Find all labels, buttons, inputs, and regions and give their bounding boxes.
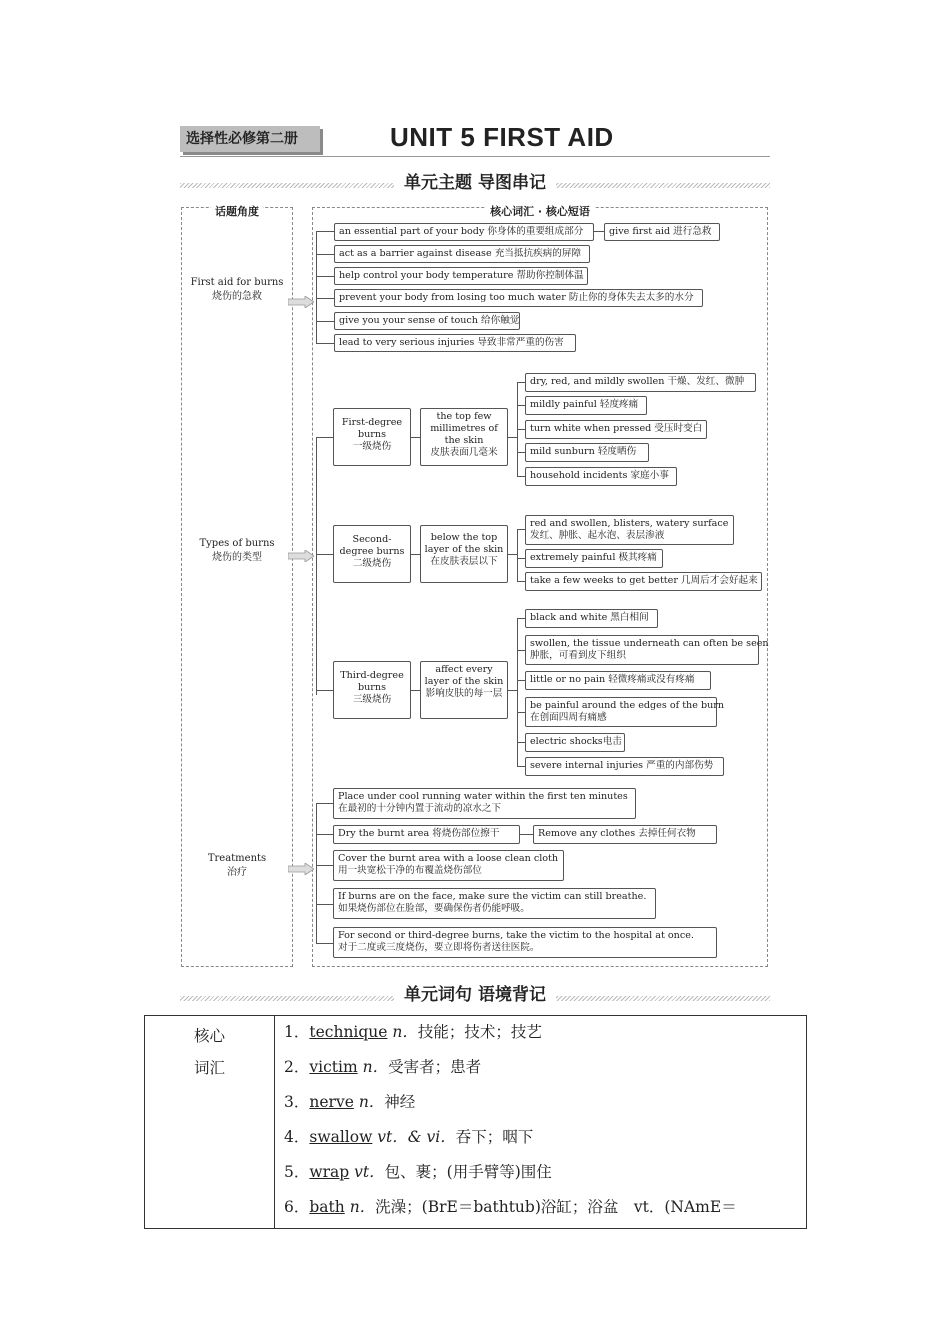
unit-title: UNIT 5 FIRST AID (390, 122, 614, 152)
right-arrow-icon (288, 550, 314, 562)
connector (316, 321, 334, 322)
connector (508, 690, 517, 691)
symptom-box: mildly painful 轻度疼痛 (525, 396, 647, 415)
depth-en: affect every layer of the skin (424, 664, 504, 687)
degree-box-third (333, 661, 411, 719)
treatment-en: If burns are on the face, make sure the victim can still breathe. (338, 891, 647, 902)
phrase-box: lead to very serious injuries 导致非常严重的伤害 (334, 334, 576, 352)
connector (316, 298, 334, 299)
connector (316, 437, 333, 438)
connector (316, 834, 333, 835)
connector (517, 452, 525, 453)
topic-en: First aid for burns (190, 277, 284, 288)
connector (517, 680, 525, 681)
symptom-box: severe internal injuries 严重的内部伤势 (525, 757, 724, 776)
treatment-box (333, 850, 564, 881)
topic-en: Types of burns (199, 538, 275, 549)
depth-box-first (420, 408, 508, 466)
depth-box-third (420, 661, 508, 719)
treatment-zh: 对于二度或三度烧伤，要立即将伤者送往医院。 (338, 942, 540, 953)
left-column-label: 话题角度 (211, 205, 263, 218)
treatment-zh: 用一块宽松干净的布覆盖烧伤部位 (338, 865, 482, 876)
connector (517, 529, 518, 582)
connector (517, 529, 525, 530)
connector (517, 618, 518, 766)
connector (316, 231, 317, 344)
vocab-item: 1．technique n．技能；技术；技艺 (284, 1023, 542, 1041)
degree-box-second (333, 525, 411, 583)
connector (316, 943, 333, 944)
connector (520, 834, 533, 835)
connector (316, 254, 334, 255)
symptom-box (525, 635, 769, 665)
section-heading-wrap (340, 168, 610, 193)
connector (517, 581, 525, 582)
treatment-box: Remove any clothes 去掉任何衣物 (533, 825, 717, 844)
symptom-box: little or no pain 轻微疼痛或没有疼痛 (525, 671, 711, 690)
vocab-list (275, 1016, 807, 1229)
connector (517, 429, 525, 430)
topic-types (185, 537, 289, 565)
symptom-box: turn white when pressed 受压时变白 (525, 420, 707, 439)
depth-zh: 影响皮肤的每一层 (425, 688, 503, 699)
topic-en: Treatments (207, 853, 267, 864)
right-column-label: 核心词汇 · 核心短语 (486, 205, 594, 218)
treatment-en: For second or third-degree burns, take the victim to the hospital at once. (338, 930, 694, 941)
depth-zh: 在皮肤表层以下 (430, 556, 498, 567)
connector (517, 558, 525, 559)
treatment-box: Dry the burnt area 将烧伤部位擦干 (333, 825, 520, 844)
degree-en: Second-degree burns (339, 534, 405, 557)
vocab-category-line: 核心 (193, 1027, 225, 1045)
symptom-box: household incidents 家庭小事 (525, 467, 677, 486)
right-arrow-icon (288, 863, 314, 875)
book-tag: 选择性必修第二册 (180, 126, 320, 152)
degree-en: Third-degree burns (340, 670, 404, 693)
symptom-box (525, 697, 725, 727)
connector (411, 554, 420, 555)
vocab-category-line: 词汇 (193, 1059, 225, 1077)
connector (517, 382, 525, 383)
phrase-box: prevent your body from losing too much water 防止你的身体失去太多的水分 (334, 289, 703, 307)
title-rule (180, 156, 770, 157)
section-heading-mindmap: 单元主题 导图串记 (394, 173, 556, 193)
right-label-wrap (312, 200, 768, 219)
section-heading-vocab: 单元词句 语境背记 (394, 985, 556, 1005)
connector (316, 554, 333, 555)
treatment-box (333, 927, 717, 958)
depth-box-second (420, 525, 508, 583)
symptom-zh: 肿胀，可看到皮下组织 (530, 650, 626, 661)
connector (411, 690, 420, 691)
connector (517, 405, 525, 406)
treatment-zh: 如果烧伤部位在脸部，要确保伤者仍能呼吸。 (338, 903, 530, 914)
vocab-item: 4．swallow vt．& vi．吞下；咽下 (284, 1128, 534, 1146)
phrase-box: give first aid 进行急救 (604, 223, 720, 241)
connector (316, 803, 333, 804)
symptom-box: electric shocks电击 (525, 733, 625, 752)
phrase-box: help control your body temperature 帮助你控制体温 (334, 267, 588, 285)
symptom-zh: 在创面四周有痛感 (530, 712, 607, 723)
symptom-en: swollen, the tissue underneath can often be seen (530, 638, 769, 649)
symptom-box: black and white 黑白相间 (525, 609, 658, 628)
vocab-item: 6．bath n．洗澡；(BrE＝bathtub)浴缸；浴盆 vt．(NAmE＝ (284, 1198, 737, 1216)
section-heading-wrap (340, 980, 610, 1005)
treatment-en: Place under cool running water within the first ten minutes (338, 791, 628, 802)
treatment-box (333, 888, 656, 919)
topic-zh: 烧伤的急救 (212, 291, 262, 302)
connector (594, 231, 604, 232)
connector (517, 742, 525, 743)
symptom-box: take a few weeks to get better 几周后才会好起来 (525, 572, 762, 591)
depth-zh: 皮肤表面几毫米 (430, 447, 498, 458)
connector (316, 276, 334, 277)
topic-treatments (185, 852, 289, 880)
symptom-box (525, 515, 734, 545)
topic-zh: 治疗 (227, 867, 247, 878)
degree-box-first (333, 408, 411, 466)
right-arrow-icon (288, 296, 314, 308)
connector (517, 650, 525, 651)
connector (316, 904, 333, 905)
connector (316, 690, 333, 691)
depth-en: below the top layer of the skin (424, 532, 504, 555)
connector (517, 712, 525, 713)
phrase-box: give you your sense of touch 给你触觉 (334, 312, 520, 330)
treatment-box (333, 788, 636, 819)
degree-zh: 二级烧伤 (352, 558, 392, 569)
degree-zh: 一级烧伤 (352, 441, 392, 452)
connector (316, 231, 334, 232)
connector (517, 618, 525, 619)
connector (316, 865, 333, 866)
topic-first-aid (185, 276, 289, 304)
topic-zh: 烧伤的类型 (212, 552, 262, 563)
connector (411, 437, 420, 438)
vocab-item: 2．victim n．受害者；患者 (284, 1058, 482, 1076)
symptom-zh: 发红、肿胀、起水泡、表层渗液 (530, 530, 665, 541)
symptom-en: red and swollen, blisters, watery surface (530, 518, 729, 529)
vocab-category (145, 1016, 275, 1229)
phrase-box: act as a barrier against disease 充当抵抗疾病的屏障 (334, 245, 590, 263)
symptom-en: be painful around the edges of the burn (530, 700, 725, 711)
degree-en: First-degree burns (341, 417, 403, 440)
connector (508, 437, 517, 438)
degree-zh: 三级烧伤 (352, 694, 392, 705)
connector (517, 476, 525, 477)
connector (316, 343, 334, 344)
treatment-en: Cover the burnt area with a loose clean cloth (338, 853, 559, 864)
left-label-wrap (181, 200, 293, 219)
vocab-item: 3．nerve n．神经 (284, 1093, 416, 1111)
connector (316, 803, 317, 943)
symptom-box: mild sunburn 轻度晒伤 (525, 443, 649, 462)
symptom-box: extremely painful 极其疼痛 (525, 549, 663, 568)
connector (316, 437, 317, 695)
depth-en: the top few millimetres of the skin (430, 411, 498, 446)
vocab-item: 5．wrap vt．包、裹；(用手臂等)围住 (284, 1163, 552, 1181)
connector (517, 766, 525, 767)
phrase-box: an essential part of your body 你身体的重要组成部分 (334, 223, 594, 241)
vocab-table (144, 1015, 807, 1229)
symptom-box: dry, red, and mildly swollen 干燥、发红、微肿 (525, 373, 756, 392)
connector (508, 554, 517, 555)
treatment-zh: 在最初的十分钟内置于流动的凉水之下 (338, 803, 502, 814)
